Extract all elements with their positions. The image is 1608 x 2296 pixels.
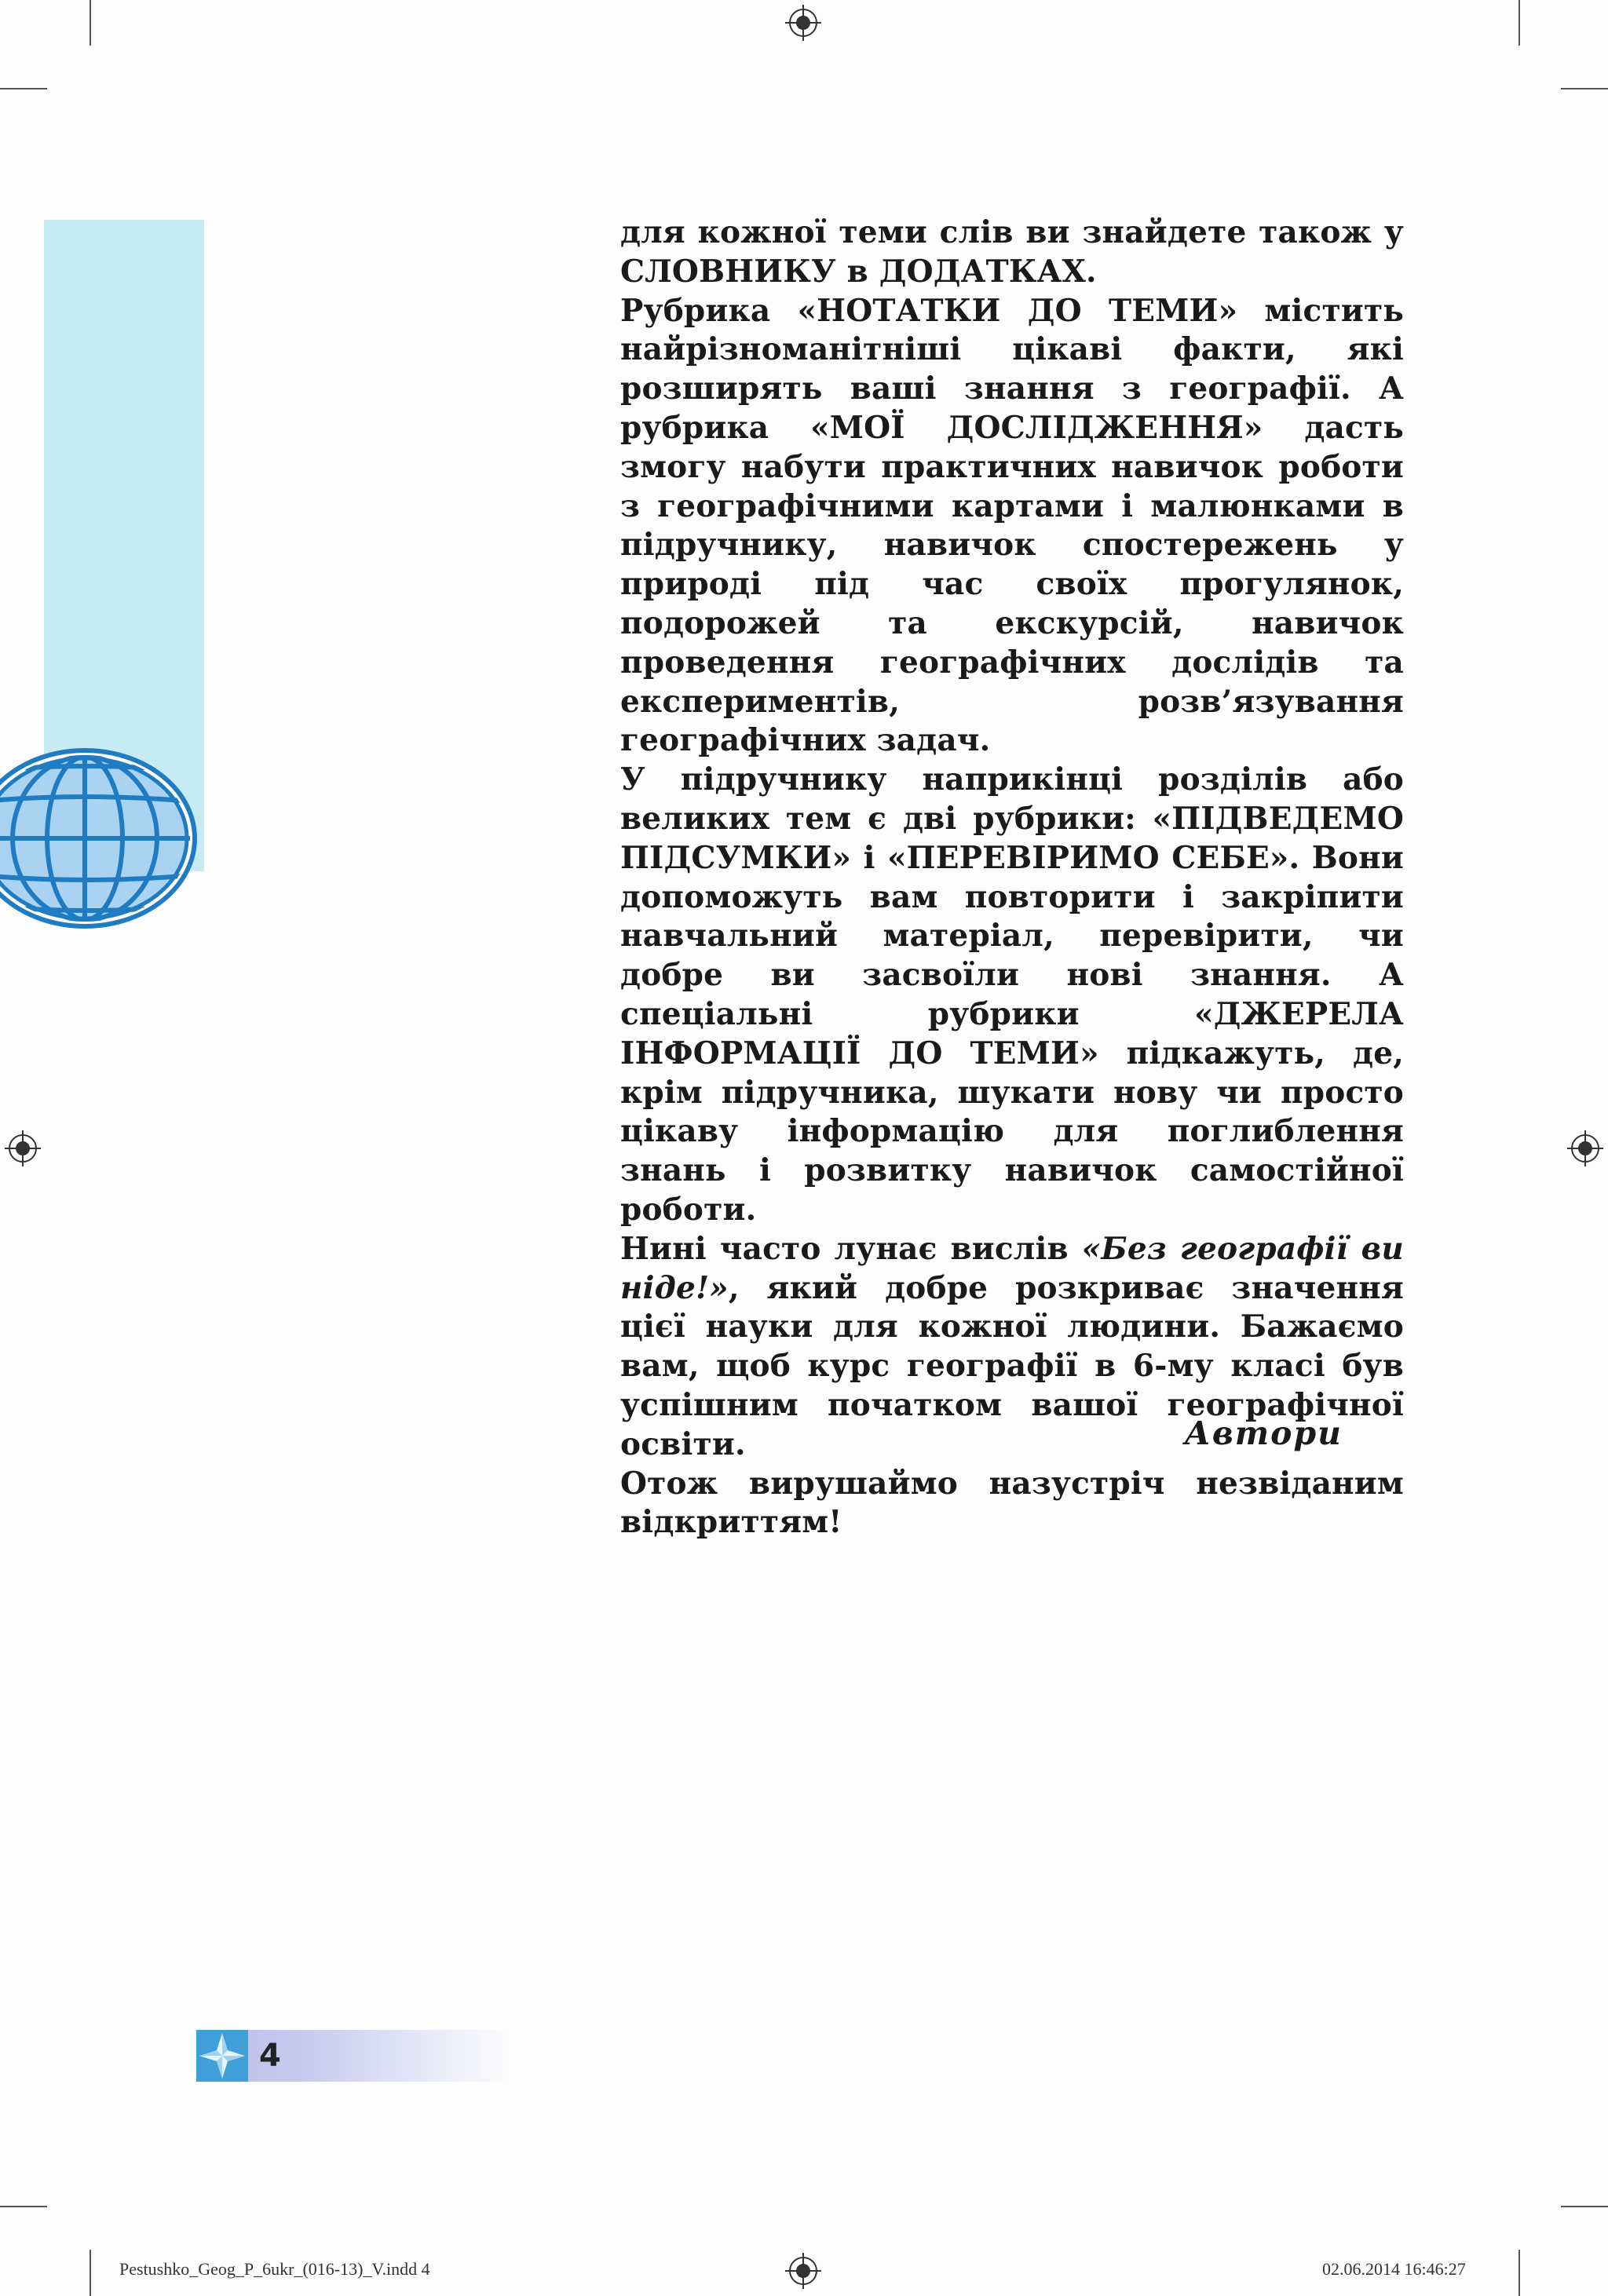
registration-mark-icon xyxy=(785,5,821,41)
signature: Автори xyxy=(1184,1414,1343,1452)
paragraph: для кожної теми слів ви знайдете також у СЛОВНИКУ в ДОДАТКАХ. xyxy=(620,214,1404,290)
print-slug-file: Pestushko_Geog_P_6ukr_(016-13)_V.indd 4 xyxy=(119,2259,430,2279)
quote-emphasis: «Без географії ви ніде!» xyxy=(620,1230,1404,1306)
registration-mark-icon xyxy=(1567,1130,1603,1166)
compass-star-icon xyxy=(196,2030,248,2082)
paragraph: Нині часто лунає вислів «Без географії ви ніде!», який добре розкриває значення цієї науки для кожної людини. Бажаємо вам, щоб курс географії в 6-му класі був успішним початком вашої географічної освіти. xyxy=(620,1230,1404,1462)
crop-mark xyxy=(1561,2206,1608,2207)
body-text xyxy=(620,214,1404,1542)
crop-mark xyxy=(1561,88,1608,89)
page-number: 4 xyxy=(259,2038,281,2074)
crop-mark xyxy=(0,88,47,89)
globe-icon xyxy=(0,746,209,931)
paragraph: Отож вирушаймо назустріч незвіданим відкриттям! xyxy=(620,1465,1404,1541)
crop-mark xyxy=(1518,2250,1520,2296)
crop-mark xyxy=(90,0,91,46)
print-slug-timestamp: 02.06.2014 16:46:27 xyxy=(1322,2259,1466,2279)
paragraph: У підручнику наприкінці розділів або великих тем є дві рубрики: «ПІДВЕДЕМО ПІДСУМКИ» і «ПЕРЕВІРИМО СЕБЕ». Вони допоможуть вам повторити і закріпити навчальний матеріал, перевірити, чи добре ви засвоїли нові знання. А спеціальні рубрики «ДЖЕРЕЛА ІНФОРМАЦІЇ ДО ТЕМИ» підкажуть, де, крім підручника, шукати нову чи просто цікаву інформацію для поглиблення знань і розвитку навичок самостійної роботи. xyxy=(620,761,1404,1228)
crop-mark xyxy=(90,2250,91,2296)
crop-mark xyxy=(1518,0,1520,46)
registration-mark-icon xyxy=(5,1130,41,1166)
paragraph: Рубрика «НОТАТКИ ДО ТЕМИ» містить найрізноманітніші цікаві факти, які розширять ваші знання з географії. А рубрика «МОЇ ДОСЛІДЖЕННЯ» дасть змогу набути практичних навичок роботи з географічними картами і малюнками в підручнику, навичок спостережень у природі під час своїх прогулянок, подорожей та екскурсій, навичок проведення географічних дослідів та експериментів, розв’язування географічних задач. xyxy=(620,292,1404,759)
crop-mark xyxy=(0,2206,47,2207)
registration-mark-icon xyxy=(785,2253,821,2289)
